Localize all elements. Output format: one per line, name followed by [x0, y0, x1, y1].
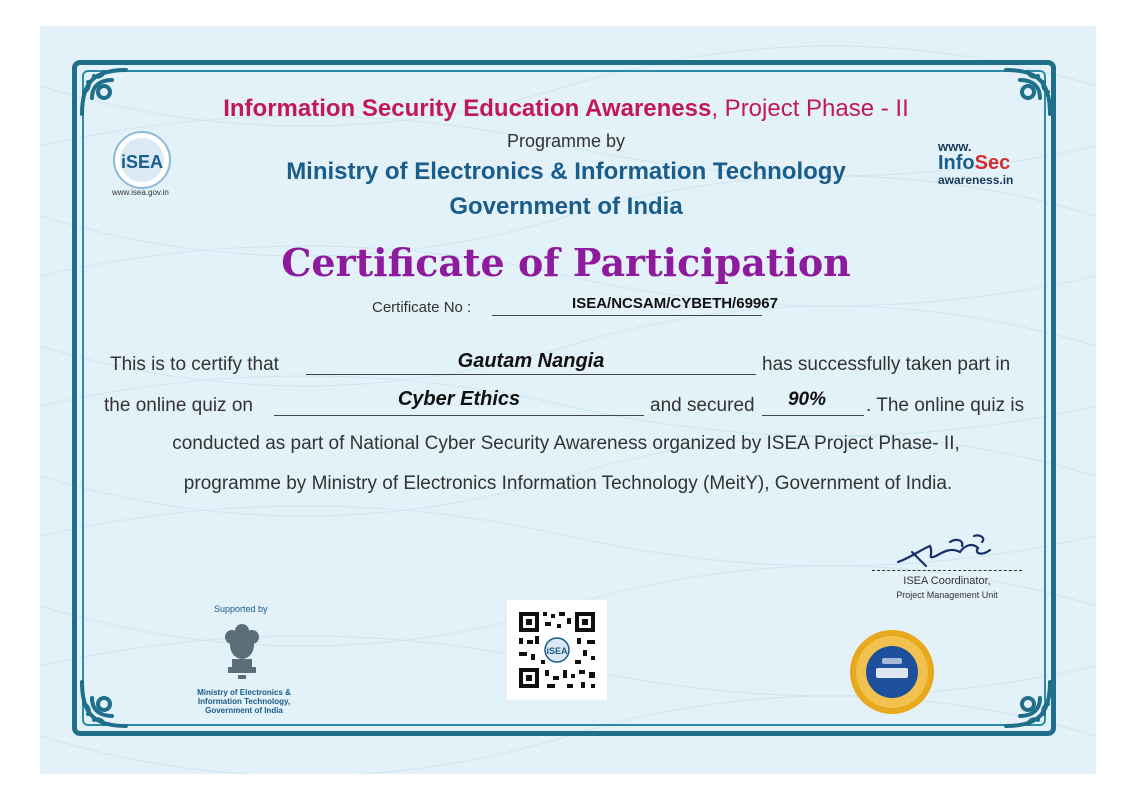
coordinator-unit: Project Management Unit — [896, 590, 998, 600]
corner-ornament-icon — [74, 674, 134, 734]
coordinator-title: ISEA Coordinator, — [903, 575, 991, 587]
supported-by-label: Supported by — [214, 604, 268, 614]
body-line4: programme by Ministry of Electronics Information Technology (MeitY), Government of India. — [183, 473, 953, 494]
certificate-number-label: Certificate No : — [372, 299, 472, 316]
body-line1-prefix: This is to certify that — [110, 354, 279, 375]
body-line2-prefix: the online quiz on — [104, 395, 253, 416]
signature-line — [872, 570, 1022, 571]
ministry-name: Ministry of Electronics & Information Technology — [286, 158, 846, 185]
coordinator-signature — [890, 528, 1000, 572]
score-underline — [762, 415, 864, 416]
certificate-title: Certificate of Participation — [281, 240, 851, 285]
header-title-rest: , Project Phase - II — [711, 95, 909, 122]
qr-code-icon — [507, 600, 607, 700]
qr-center-logo-text: iSEA — [546, 646, 568, 656]
programme-by: Programme by — [506, 131, 626, 151]
quiz-topic: Cyber Ethics — [397, 388, 521, 410]
isea-url: www.isea.gov.in — [112, 188, 169, 197]
name-underline — [306, 374, 756, 375]
body-line2-mid: and secured — [650, 395, 755, 416]
isea-logo-text: iSEA — [120, 152, 164, 172]
infosec-info: Info — [938, 152, 975, 174]
quiz-topic-underline — [274, 415, 644, 416]
infosec-awareness: awareness.in — [938, 173, 1014, 187]
national-emblem-icon — [214, 615, 270, 685]
participant-name: Gautam Nangia — [457, 350, 605, 372]
header-title-bold: Information Security Education Awareness — [223, 95, 712, 122]
cdac-seal-icon — [848, 628, 936, 716]
header-title — [0, 95, 1132, 123]
body-line1-suffix: has successfully taken part in — [762, 354, 1011, 375]
certificate-number: ISEA/NCSAM/CYBETH/69967 — [572, 295, 778, 312]
qr-code[interactable] — [507, 600, 607, 700]
government-name: Government of India — [449, 193, 683, 220]
infosec-www: www. — [938, 139, 972, 154]
infosec-sec: Sec — [974, 152, 1011, 174]
certificate-number-underline — [492, 315, 762, 316]
meity-caption: Ministry of Electronics & Information Technology, Government of India — [197, 688, 291, 715]
body-line3: conducted as part of National Cyber Security Awareness organized by ISEA Project Phase- II, — [172, 433, 960, 454]
corner-ornament-icon — [998, 674, 1058, 734]
body-line2-suffix: . The online quiz is — [866, 395, 1025, 416]
score: 90% — [787, 389, 827, 410]
